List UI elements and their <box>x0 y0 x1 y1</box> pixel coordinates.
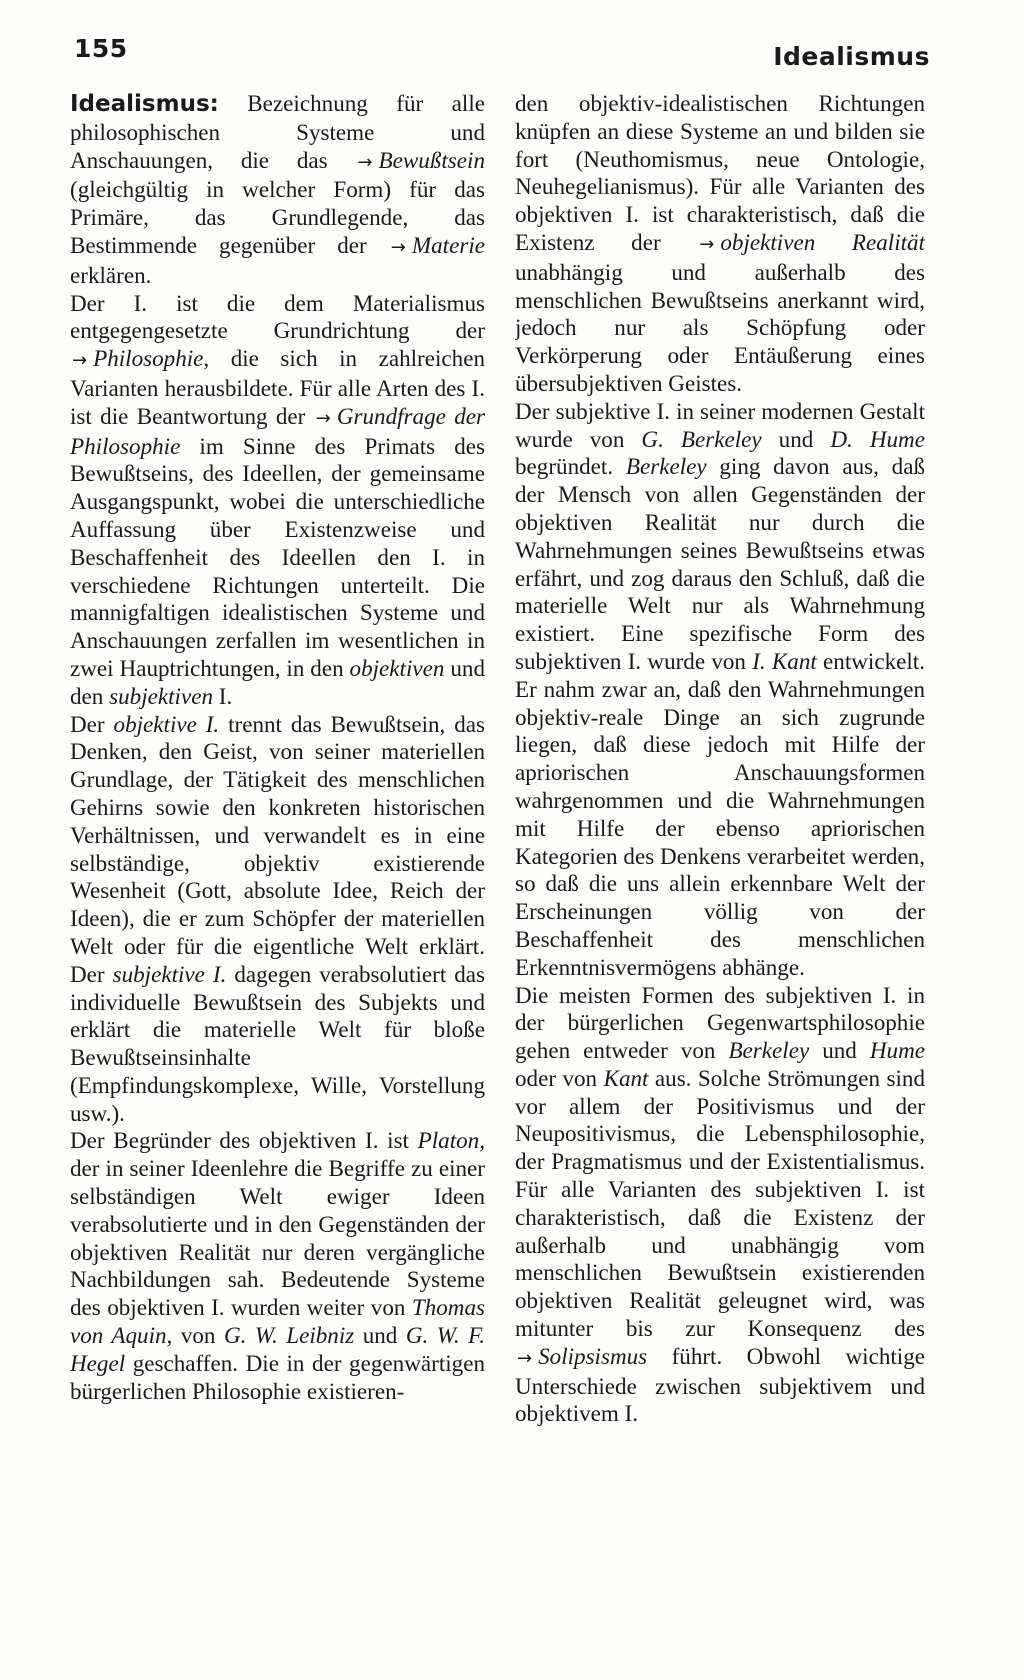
cross-reference-arrow-icon: → <box>390 236 406 258</box>
italic-name: G. Berkeley <box>641 425 762 452</box>
italic-name: Hume <box>869 1037 925 1064</box>
left-column <box>70 90 485 1405</box>
italic-name: G. W. F. Hegel <box>70 1322 485 1376</box>
text-run: unabhängig und außerhalb des menschlichen Bewußtseins anerkannt wird, jedoch nur als Schöpfung oder Verkörperung oder Entäußerung eines übersubjektiven Geistes. <box>515 258 925 396</box>
entry-headword: Idealismus: <box>70 91 219 117</box>
text-run: I. <box>213 682 233 709</box>
text-run: und den <box>70 654 485 709</box>
italic-term: objektiven <box>349 654 445 681</box>
text-run: Der subjektive I. in seiner modernen Gestalt wurde von <box>515 397 925 452</box>
text-run: trennt das Bewußtsein, das Denken, den Geist, von seiner materiellen Grundlage, der Tätigkeit des menschlichen Gehirns sowie den konkreten historischen Verhältnissen, und verwandelt es in eine selbständige, objektiv existierende Wesenheit (Gott, absolute Idee, Reich der Ideen), die er zum Schöpfer der materiellen Welt oder für die eigentliche Welt erklärt. Der <box>70 710 485 987</box>
text-run: und <box>809 1037 870 1064</box>
italic-name: D. Hume <box>830 425 925 452</box>
text-run: und <box>761 425 831 452</box>
cross-reference-objektive-realitaet[interactable]: objektiven Realität <box>720 228 925 255</box>
text-run: führt. Obwohl wichtige Unterschiede zwischen subjektivem und objektivem I. <box>515 1342 925 1427</box>
text-run: die sich in zahlreichen Varianten herausbildete. Für alle Arten des I. ist die Beantwortung der <box>70 345 485 429</box>
italic-term: objektive I. <box>113 710 220 737</box>
text-run: Der <box>70 710 114 737</box>
text-run: entwickelt. Er nahm zwar an, daß den Wahrnehmungen objektiv-reale Dinge an sich zugrunde liegen, daß diese jedoch mit Hilfe der apriorischen Anschauungsformen wahrgenommen und die Wahrnehmungen mit Hilfe der ebenso apriorischen Kategorien des Denkens verarbeitet werden, so daß die uns allein erkennbare Welt der Erscheinungen völlig von der Beschaffenheit des menschlichen Erkenntnisvermögens abhänge. <box>515 647 925 980</box>
italic-term: subjektive I. <box>112 960 227 987</box>
italic-name: Kant <box>603 1064 649 1091</box>
text-run: Der Begründer des objektiven I. ist <box>70 1127 418 1154</box>
text-run: Die meisten Formen des subjektiven I. in der bürgerlichen Gegenwartsphilosophie gehen entweder von <box>515 981 925 1064</box>
text-run: ging davon aus, daß der Mensch von allen Gegenständen der objektiven Realität nur durch die Wahrnehmungen seines Bewußtseins etwas erfährt, und zog daraus den Schluß, daß die materielle Welt nur als Wahrnehmung existiert. Eine spezifische Form des subjektiven I. wurde von <box>515 453 925 674</box>
cross-reference-grundfrage[interactable]: Grundfrage der Philosophie <box>70 402 485 459</box>
page-number: 155 <box>74 34 128 63</box>
text-run: begründet. <box>515 453 626 480</box>
italic-name: Thomas von Aquin, <box>70 1294 485 1349</box>
text-run: Der I. ist die dem Materialismus entgegengesetzte Grundrichtung der <box>70 289 485 344</box>
paragraph-gegenwartsphilosophie <box>515 982 925 1429</box>
right-column <box>515 90 925 1428</box>
italic-name: I. Kant <box>752 647 817 674</box>
italic-name: G. W. Leibniz <box>223 1322 355 1349</box>
cross-reference-arrow-icon: → <box>315 407 331 429</box>
italic-term: subjektiven <box>109 682 214 709</box>
cross-reference-philosophie[interactable]: Philosophie, <box>93 345 210 372</box>
italic-name: Berkeley <box>625 453 707 480</box>
entry-definition-paragraph <box>70 90 485 290</box>
cross-reference-bewusstsein[interactable]: Bewußtsein <box>378 146 485 173</box>
text-run: oder von <box>515 1064 604 1091</box>
text-run: erklären. <box>70 261 152 288</box>
cross-reference-arrow-icon: → <box>72 350 88 372</box>
text-run: der in seiner Ideenlehre die Begriffe zu einer selbständigen Welt ewiger Ideen verabsolutierte und in den Gegenständen der objektiven Realität nur deren vergängliche Nachbildungen sah. Bedeutende Systeme des objektiven I. wurden weiter von <box>70 1155 485 1321</box>
paragraph-subjektiver-idealismus <box>515 398 925 982</box>
text-run: von <box>172 1322 224 1349</box>
italic-name: Platon, <box>417 1127 485 1154</box>
cross-reference-solipsismus[interactable]: Solipsismus <box>538 1342 648 1369</box>
cross-reference-arrow-icon: → <box>699 233 715 255</box>
text-run: aus. Solche Strömungen sind vor allem der Positivismus und der Neupositivismus, die Lebensphilosophie, der Pragmatismus und der Existentialismus. Für alle Varianten des subjektiven I. ist charakteristisch, daß die Existenz der außerhalb und unabhängig vom menschlichen Bewußtsein existierenden objektiven Realität geleugnet wird, was mitunter bis zur Konsequenz des <box>515 1064 925 1342</box>
paragraph-objektiv-idealistische-richtungen <box>515 90 925 398</box>
cross-reference-materie[interactable]: Materie <box>411 231 485 258</box>
paragraph-begruender <box>70 1127 485 1405</box>
text-run: Bezeichnung für alle philosophischen Systeme und Anschauungen, die das <box>70 90 485 173</box>
text-run: und <box>354 1322 406 1349</box>
text-run: geschaffen. Die in der gegenwärtigen bürgerlichen Philosophie existieren- <box>70 1349 485 1404</box>
text-run: im Sinne des Primats des Bewußtseins, des Ideellen, der gemeinsame Ausgangspunkt, wobei die unterschiedliche Auffassung über Existenzweise und Beschaffenheit des Ideellen den I. in verschiedene Richtungen unterteilt. Die mannigfaltigen idealistischen Systeme und Anschauungen zerfallen im wesentlichen in zwei Hauptrichtungen, in den <box>70 432 485 681</box>
cross-reference-arrow-icon: → <box>357 151 373 173</box>
text-run: den objektiv-idealistischen Richtungen knüpfen an diese Systeme an und bilden sie fort (Neuthomismus, neue Ontologie, Neuhegelianismus). Für alle Varianten des objektiven I. ist charakteristisch, daß die Existenz der <box>515 90 925 255</box>
cross-reference-arrow-icon: → <box>517 1347 533 1369</box>
paragraph-objektiver-idealismus <box>70 711 485 1128</box>
text-run: dagegen verabsolutiert das individuelle Bewußtsein des Subjekts und erklärt die materielle Welt für bloße Bewußtseinsinhalte (Empfindungskomplexe, Wille, Vorstellung usw.). <box>70 960 485 1126</box>
text-run: (gleichgültig in welcher Form) für das Primäre, das Grundlegende, das Bestimmende gegenüber der <box>70 176 485 258</box>
running-title: Idealismus <box>773 42 930 71</box>
paragraph-grundrichtung <box>70 290 485 711</box>
italic-name: Berkeley <box>728 1037 810 1064</box>
